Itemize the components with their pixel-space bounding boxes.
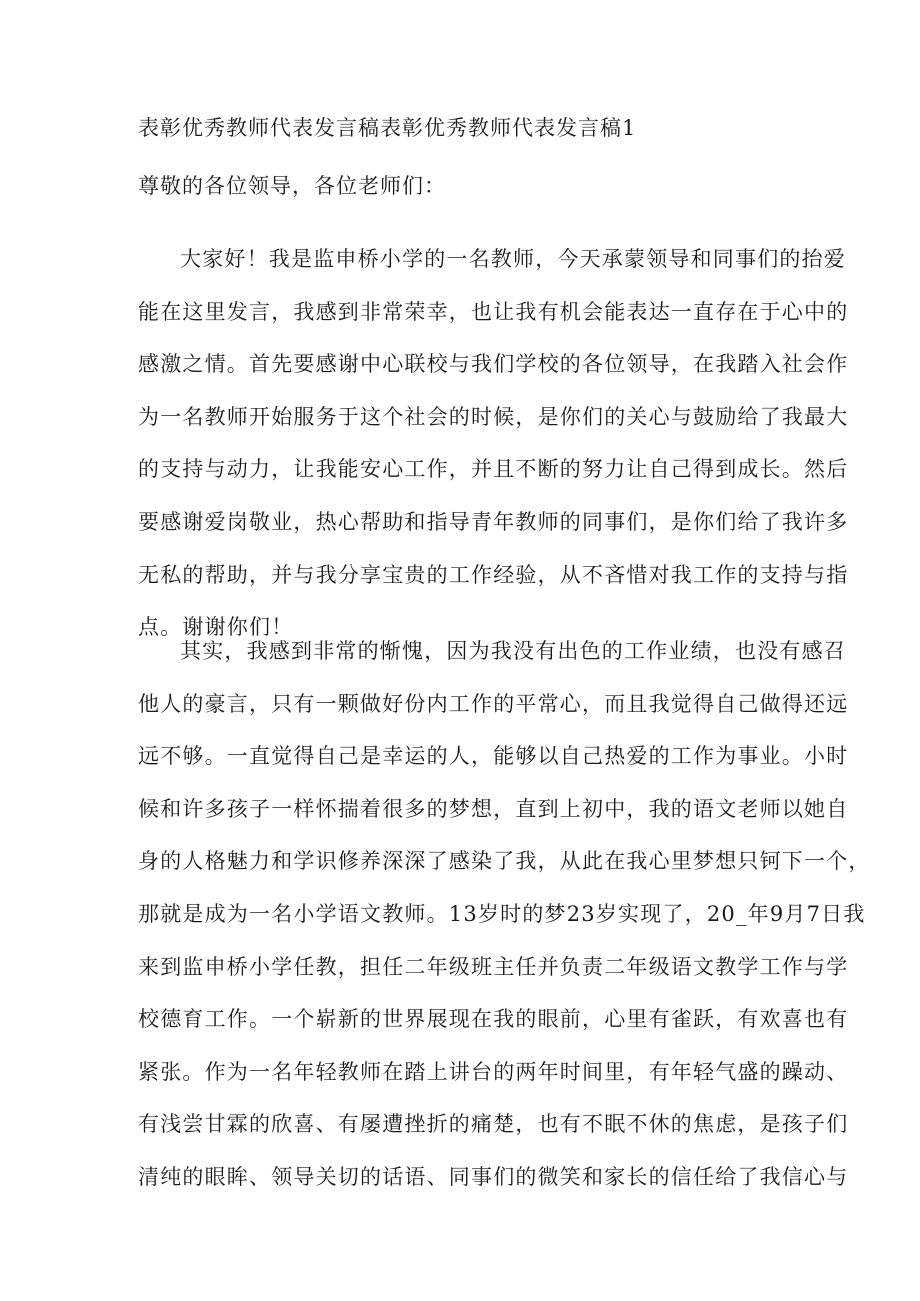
paragraph-line: 候和许多孩子一样怀揣着很多的梦想，直到上初中，我的语文老师以她自: [138, 796, 849, 821]
paragraph-line: 为一名教师开始服务于这个社会的时候，是你们的关心与鼓励给了我最大: [138, 404, 849, 429]
paragraph-line: 紧张。作为一名年轻教师在踏上讲台的两年时间里，有年轻气盛的躁动、: [138, 1059, 849, 1084]
paragraph-line: 无私的帮助，并与我分享宝贵的工作经验，从不吝惜对我工作的支持与指: [138, 562, 849, 587]
paragraph-line: 其实，我感到非常的惭愧，因为我没有出色的工作业绩，也没有感召: [180, 639, 846, 663]
paragraph-1: [138, 233, 849, 654]
paragraph-2: [138, 625, 871, 1204]
paragraph-line: 大家好！我是监申桥小学的一名教师，今天承蒙领导和同事们的抬爱: [180, 247, 846, 271]
paragraph-line: 点。谢谢你们！: [138, 615, 294, 640]
paragraph-line: 能在这里发言，我感到非常荣幸，也让我有机会能表达一直存在于心中的: [138, 299, 849, 324]
paragraph-line: 的支持与动力，让我能安心工作，并且不断的努力让自己得到成长。然后: [138, 457, 849, 482]
paragraph-line: 那就是成为一名小学语文教师。13岁时的梦23岁实现了，20_年9月7日我: [138, 901, 866, 926]
document-title: 表彰优秀教师代表发言稿表彰优秀教师代表发言稿1: [138, 116, 637, 140]
paragraph-line: 来到监申桥小学任教，担任二年级班主任并负责二年级语文教学工作与学: [138, 954, 849, 979]
paragraph-line: 身的人格魅力和学识修养深深了感染了我，从此在我心里梦想只钶下一个，: [138, 849, 871, 874]
paragraph-line: 他人的豪言，只有一颗做好份内工作的平常心，而且我觉得自己做得还远: [138, 691, 849, 716]
paragraph-line: 感激之情。首先要感谢中心联校与我们学校的各位领导，在我踏入社会作: [138, 352, 849, 377]
paragraph-line: 远不够。一直觉得自己是幸运的人，能够以自己热爱的工作为事业。小时: [138, 744, 849, 769]
paragraph-line: 清纯的眼眸、领导关切的话语、同事们的微笑和家长的信任给了我信心与: [138, 1164, 849, 1189]
paragraph-line: 要感谢爱岗敬业，热心帮助和指导青年教师的同事们，是你们给了我许多: [138, 509, 849, 534]
salutation: 尊敬的各位领导，各位老师们：: [138, 174, 446, 198]
paragraph-line: 校德育工作。一个崭新的世界展现在我的眼前，心里有雀跃，有欢喜也有: [138, 1007, 849, 1032]
paragraph-line: 有浅尝甘霖的欣喜、有屡遭挫折的痛楚，也有不眠不休的焦虑，是孩子们: [138, 1112, 849, 1137]
